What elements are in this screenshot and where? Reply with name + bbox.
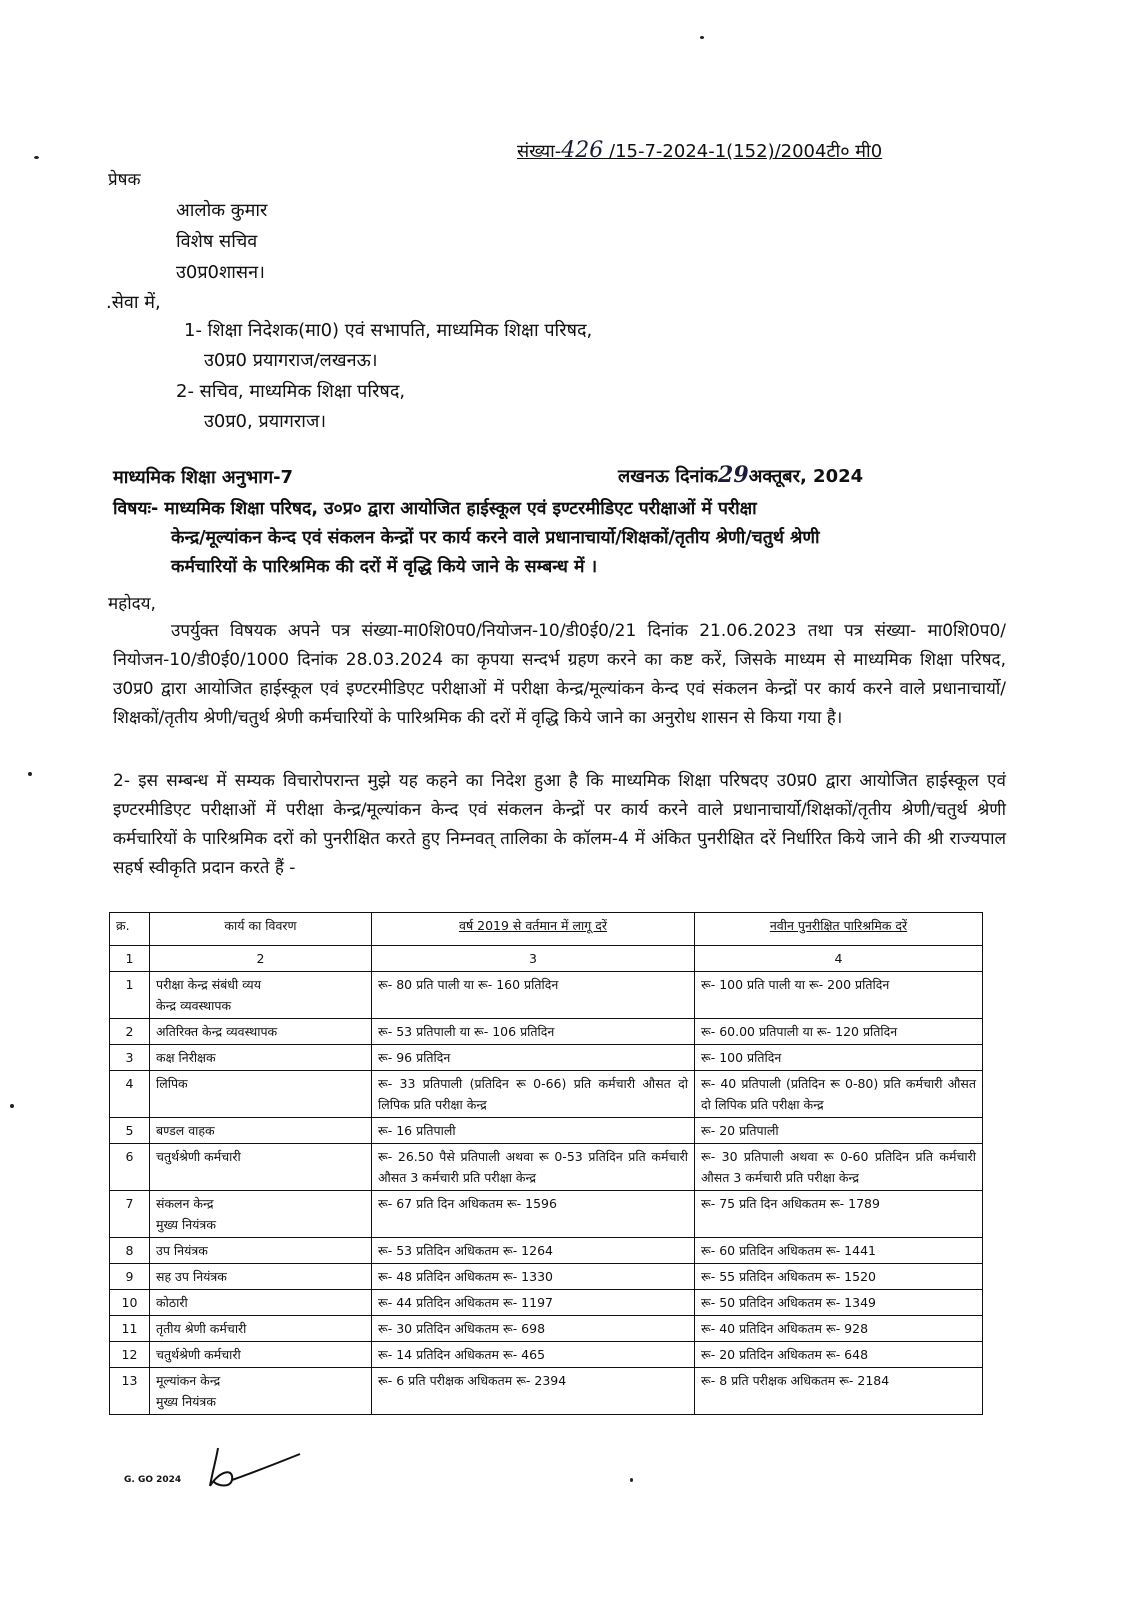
sender-name: आलोक कुमार: [176, 200, 268, 221]
row-serial: 7: [110, 1191, 150, 1238]
row-current-rate: रू- 26.50 पैसे प्रतिपाली अथवा रू 0-53 प्रतिदिन प्रति कर्मचारी औसत 3 कर्मचारी प्रति परीक्षा केन्द्र: [372, 1144, 695, 1191]
subject-block: [113, 495, 1003, 582]
row-current-rate: रू- 14 प्रतिदिन अधिकतम रू- 465: [372, 1342, 695, 1368]
subject-line-1: विषयः- माध्यमिक शिक्षा परिषद, उ०प्र० द्वारा आयोजित हाईस्कूल एवं इण्टरमीडिएट परीक्षाओं में परीक्षा: [113, 499, 757, 519]
colnum-1: 1: [110, 946, 150, 972]
header-work-description: कार्य का विवरण: [150, 913, 372, 946]
row-serial: 4: [110, 1071, 150, 1118]
salutation: महोदय,: [108, 594, 156, 614]
table-row: [110, 1238, 983, 1264]
table-row: [110, 972, 983, 1019]
rates-table: [109, 912, 983, 1415]
table-row: [110, 1264, 983, 1290]
reference-number: [517, 138, 882, 163]
row-revised-rate: रू- 75 प्रति दिन अधिकतम रू- 1789: [695, 1191, 983, 1238]
sender-office: उ0प्र0शासन।: [176, 262, 265, 283]
footer-code: G. GO 2024: [124, 1475, 182, 1485]
header-current-rates: वर्ष 2019 से वर्तमान में लागू दरें: [372, 913, 695, 946]
row-serial: 10: [110, 1290, 150, 1316]
subject-line-2: केन्द्र/मूल्यांकन केन्द एवं संकलन केन्द्रों पर कार्य करने वाले प्रधानाचार्यो/शिक्षकों/तृतीय श्रेणी/चतुर्थ श्रेणी: [171, 528, 820, 548]
row-current-rate: रू- 80 प्रति पाली या रू- 160 प्रतिदिन: [372, 972, 695, 1019]
row-serial: 13: [110, 1368, 150, 1415]
table-row: [110, 1368, 983, 1415]
table-row: [110, 1342, 983, 1368]
row-description: चतुर्थश्रेणी कर्मचारी: [150, 1144, 372, 1191]
row-revised-rate: रू- 55 प्रतिदिन अधिकतम रू- 1520: [695, 1264, 983, 1290]
row-serial: 11: [110, 1316, 150, 1342]
row-description: परीक्षा केन्द्र संबंधी व्यय केन्द्र व्यवस्थापक: [150, 972, 372, 1019]
row-revised-rate: रू- 30 प्रतिपाली अथवा रू 0-60 प्रतिदिन प्रति कर्मचारी औसत 3 कर्मचारी प्रति परीक्षा केन्द्र: [695, 1144, 983, 1191]
row-description: सह उप नियंत्रक: [150, 1264, 372, 1290]
row-current-rate: रू- 96 प्रतिदिन: [372, 1045, 695, 1071]
scan-speck: [630, 1478, 633, 1482]
row-revised-rate: रू- 20 प्रतिदिन अधिकतम रू- 648: [695, 1342, 983, 1368]
row-description: कोठारी: [150, 1290, 372, 1316]
row-revised-rate: रू- 40 प्रतिपाली (प्रतिदिन रू 0-80) प्रति कर्मचारी औसत दो लिपिक प्रति परीक्षा केन्द्र: [695, 1071, 983, 1118]
row-current-rate: रू- 30 प्रतिदिन अधिकतम रू- 698: [372, 1316, 695, 1342]
row-serial: 5: [110, 1118, 150, 1144]
table-row: [110, 1144, 983, 1191]
scan-speck: [10, 1104, 14, 1108]
table-column-number-row: [110, 946, 983, 972]
row-current-rate: रू- 53 प्रतिदिन अधिकतम रू- 1264: [372, 1238, 695, 1264]
date-suffix: अक्तूबर, 2024: [748, 466, 864, 487]
row-description: चतुर्थश्रेणी कर्मचारी: [150, 1342, 372, 1368]
row-serial: 1: [110, 972, 150, 1019]
header-revised-rates: नवीन पुनरीक्षित पारिश्रमिक दरें: [695, 913, 983, 946]
row-description: बण्डल वाहक: [150, 1118, 372, 1144]
row-description: मूल्यांकन केन्द्र मुख्य नियंत्रक: [150, 1368, 372, 1415]
table-row: [110, 1071, 983, 1118]
row-description: लिपिक: [150, 1071, 372, 1118]
table-row: [110, 1191, 983, 1238]
row-current-rate: रू- 48 प्रतिदिन अधिकतम रू- 1330: [372, 1264, 695, 1290]
row-description: उप नियंत्रक: [150, 1238, 372, 1264]
row-revised-rate: रू- 100 प्रतिदिन: [695, 1045, 983, 1071]
colnum-2: 2: [150, 946, 372, 972]
signature-icon: [200, 1440, 310, 1492]
row-serial: 6: [110, 1144, 150, 1191]
row-description: संकलन केन्द्र मुख्य नियंत्रक: [150, 1191, 372, 1238]
row-description: कक्ष निरीक्षक: [150, 1045, 372, 1071]
row-current-rate: रू- 53 प्रतिपाली या रू- 106 प्रतिदिन: [372, 1019, 695, 1045]
row-revised-rate: रू- 8 प्रति परीक्षक अधिकतम रू- 2184: [695, 1368, 983, 1415]
date-day-handwritten: 29: [718, 462, 749, 488]
header-serial: क्र.: [110, 913, 150, 946]
subject-line-3: कर्मचारियों के पारिश्रमिक की दरों में वृद्धि किये जाने के सम्बन्ध में ।: [171, 557, 598, 577]
row-current-rate: रू- 33 प्रतिपाली (प्रतिदिन रू 0-66) प्रति कर्मचारी औसत दो लिपिक प्रति परीक्षा केन्द्र: [372, 1071, 695, 1118]
section-name: माध्यमिक शिक्षा अनुभाग-7: [113, 467, 294, 488]
ref-handwritten-number: 426: [561, 138, 604, 163]
colnum-4: 4: [695, 946, 983, 972]
ref-suffix: /15-7-2024-1(152)/2004टी० मी0: [603, 141, 883, 162]
table-header-row: [110, 913, 983, 946]
scan-speck: [700, 36, 704, 39]
row-revised-rate: रू- 60 प्रतिदिन अधिकतम रू- 1441: [695, 1238, 983, 1264]
table-row: [110, 1118, 983, 1144]
scan-speck: [28, 772, 32, 776]
row-revised-rate: रू- 50 प्रतिदिन अधिकतम रू- 1349: [695, 1290, 983, 1316]
row-revised-rate: रू- 40 प्रतिदिन अधिकतम रू- 928: [695, 1316, 983, 1342]
scan-speck: [34, 156, 39, 159]
colnum-3: 3: [372, 946, 695, 972]
row-serial: 9: [110, 1264, 150, 1290]
row-current-rate: रू- 44 प्रतिदिन अधिकतम रू- 1197: [372, 1290, 695, 1316]
row-serial: 2: [110, 1019, 150, 1045]
letter-date: [618, 462, 863, 488]
table-row: [110, 1290, 983, 1316]
row-current-rate: रू- 16 प्रतिपाली: [372, 1118, 695, 1144]
sender-label: प्रेषक: [108, 170, 141, 190]
table-row: [110, 1316, 983, 1342]
table-row: [110, 1045, 983, 1071]
sender-designation: विशेष सचिव: [176, 231, 258, 252]
recipient-2-line-1: 2- सचिव, माध्यमिक शिक्षा परिषद,: [176, 381, 406, 402]
table-row: [110, 1019, 983, 1045]
paragraph-1: उपर्युक्त विषयक अपने पत्र संख्या-मा0शि0प0/नियोजन-10/डी0ई0/21 दिनांक 21.06.2023 तथा पत्र संख्या- मा0शि0प0/नियोजन-10/डी0ई0/1000 दिनांक 28.03.2024 का कृपया सन्दर्भ ग्रहण करने का कष्ट करें, जिसके माध्यम से माध्यमिक शिक्षा परिषद, उ0प्र0 द्वारा आयोजित हाईस्कूल एवं इण्टरमीडिएट परीक्षाओं में परीक्षा केन्द्र/मूल्यांकन केन्द एवं संकलन केन्द्रों पर कार्य करने वाले प्रधानाचार्यो/शिक्षकों/तृतीय श्रेणी/चतुर्थ श्रेणी कर्मचारियों के पारिश्रमिक की दरों में वृद्धि किये जाने का अनुरोध शासन से किया गया है।: [113, 621, 1006, 728]
row-revised-rate: रू- 20 प्रतिपाली: [695, 1118, 983, 1144]
row-description: तृतीय श्रेणी कर्मचारी: [150, 1316, 372, 1342]
row-current-rate: रू- 6 प्रति परीक्षक अधिकतम रू- 2394: [372, 1368, 695, 1415]
ref-prefix: संख्या-: [517, 141, 562, 162]
date-prefix: लखनऊ दिनांक: [618, 466, 719, 487]
paragraph-2: 2- इस सम्बन्ध में सम्यक विचारोपरान्त मुझे यह कहने का निदेश हुआ है कि माध्यमिक शिक्षा परिषदए उ0प्र0 द्वारा आयोजित हाईस्कूल एवं इण्टरमीडिएट परीक्षाओं में परीक्षा केन्द्र/मूल्यांकन केन्द एवं संकलन केन्द्रों पर कार्य करने वाले प्रधानाचार्यो/शिक्षकों/तृतीय श्रेणी/चतुर्थ श्रेणी कर्मचारियों के पारिश्रमिक दरों को पुनरीक्षित करते हुए निम्नवत् तालिका के कॉलम-4 में अंकित पुनरीक्षित दरें निर्धारित किये जाने की श्री राज्यपाल सहर्ष स्वीकृति प्रदान करते हैं -: [113, 771, 1006, 878]
row-revised-rate: रू- 60.00 प्रतिपाली या रू- 120 प्रतिदिन: [695, 1019, 983, 1045]
row-current-rate: रू- 67 प्रति दिन अधिकतम रू- 1596: [372, 1191, 695, 1238]
row-revised-rate: रू- 100 प्रति पाली या रू- 200 प्रतिदिन: [695, 972, 983, 1019]
recipient-1-line-1: 1- शिक्षा निदेशक(मा0) एवं सभापति, माध्यमिक शिक्षा परिषद,: [184, 320, 593, 341]
recipient-2-line-2: उ0प्र0, प्रयागराज।: [204, 411, 327, 432]
row-serial: 3: [110, 1045, 150, 1071]
recipients-label: .सेवा में,: [106, 292, 161, 313]
row-serial: 12: [110, 1342, 150, 1368]
row-serial: 8: [110, 1238, 150, 1264]
row-description: अतिरिक्त केन्द्र व्यवस्थापक: [150, 1019, 372, 1045]
recipient-1-line-2: उ0प्र0 प्रयागराज/लखनऊ।: [204, 350, 378, 371]
